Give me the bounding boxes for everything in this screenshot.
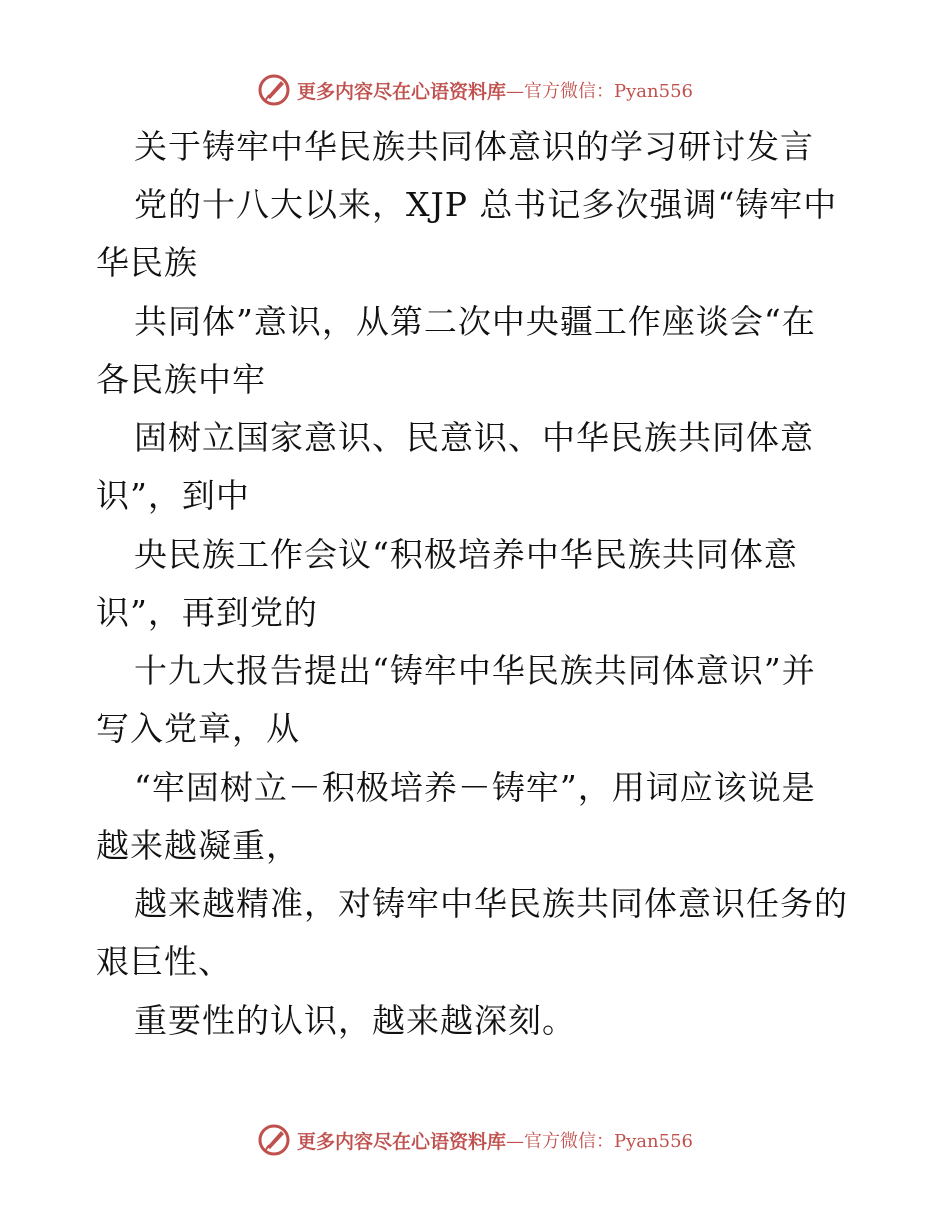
- watermark-main-text: 更多内容尽在心语资料库: [297, 1130, 507, 1153]
- paragraph-line: 重要性的认识，越来越深刻。: [134, 1001, 576, 1040]
- paragraph-line: 共同体”意识，从第二次中央疆工作座谈会“在: [134, 302, 816, 341]
- paragraph-line: “牢固树立－积极培养－铸牢”，用词应该说是: [134, 768, 816, 807]
- document-title: 关于铸牢中华民族共同体意识的学习研讨发言: [134, 127, 814, 166]
- paragraph-line: 越来越精准，对铸牢中华民族共同体意识任务的: [134, 884, 848, 923]
- quill-logo-icon: [257, 1123, 291, 1157]
- paragraph-line: 十九大报告提出“铸牢中华民族共同体意识”并: [134, 651, 816, 690]
- header-watermark: [0, 70, 950, 110]
- footer-watermark: [0, 1120, 950, 1160]
- watermark-sub-text: —官方微信：Pyan556: [506, 81, 693, 102]
- paragraph-line: 越来越凝重，: [96, 826, 300, 865]
- watermark-sub-text: —官方微信：Pyan556: [506, 1131, 693, 1152]
- paragraph-line: 央民族工作会议“积极培养中华民族共同体意: [134, 535, 798, 574]
- quill-logo-icon: [257, 73, 291, 107]
- paragraph-line: 艰巨性、: [96, 942, 232, 981]
- paragraph-line: 各民族中牢: [96, 360, 266, 399]
- watermark-main-text: 更多内容尽在心语资料库: [297, 80, 507, 103]
- paragraph-line: 固树立国家意识、民意识、中华民族共同体意: [134, 418, 814, 457]
- paragraph-line: 写入党章，从: [96, 709, 300, 748]
- paragraph-line: 华民族: [96, 243, 198, 282]
- paragraph-line: 党的十八大以来，XJP 总书记多次强调“铸牢中: [134, 185, 838, 224]
- paragraph-line: 识”，再到党的: [96, 593, 318, 632]
- paragraph-line: 识”，到中: [96, 476, 250, 515]
